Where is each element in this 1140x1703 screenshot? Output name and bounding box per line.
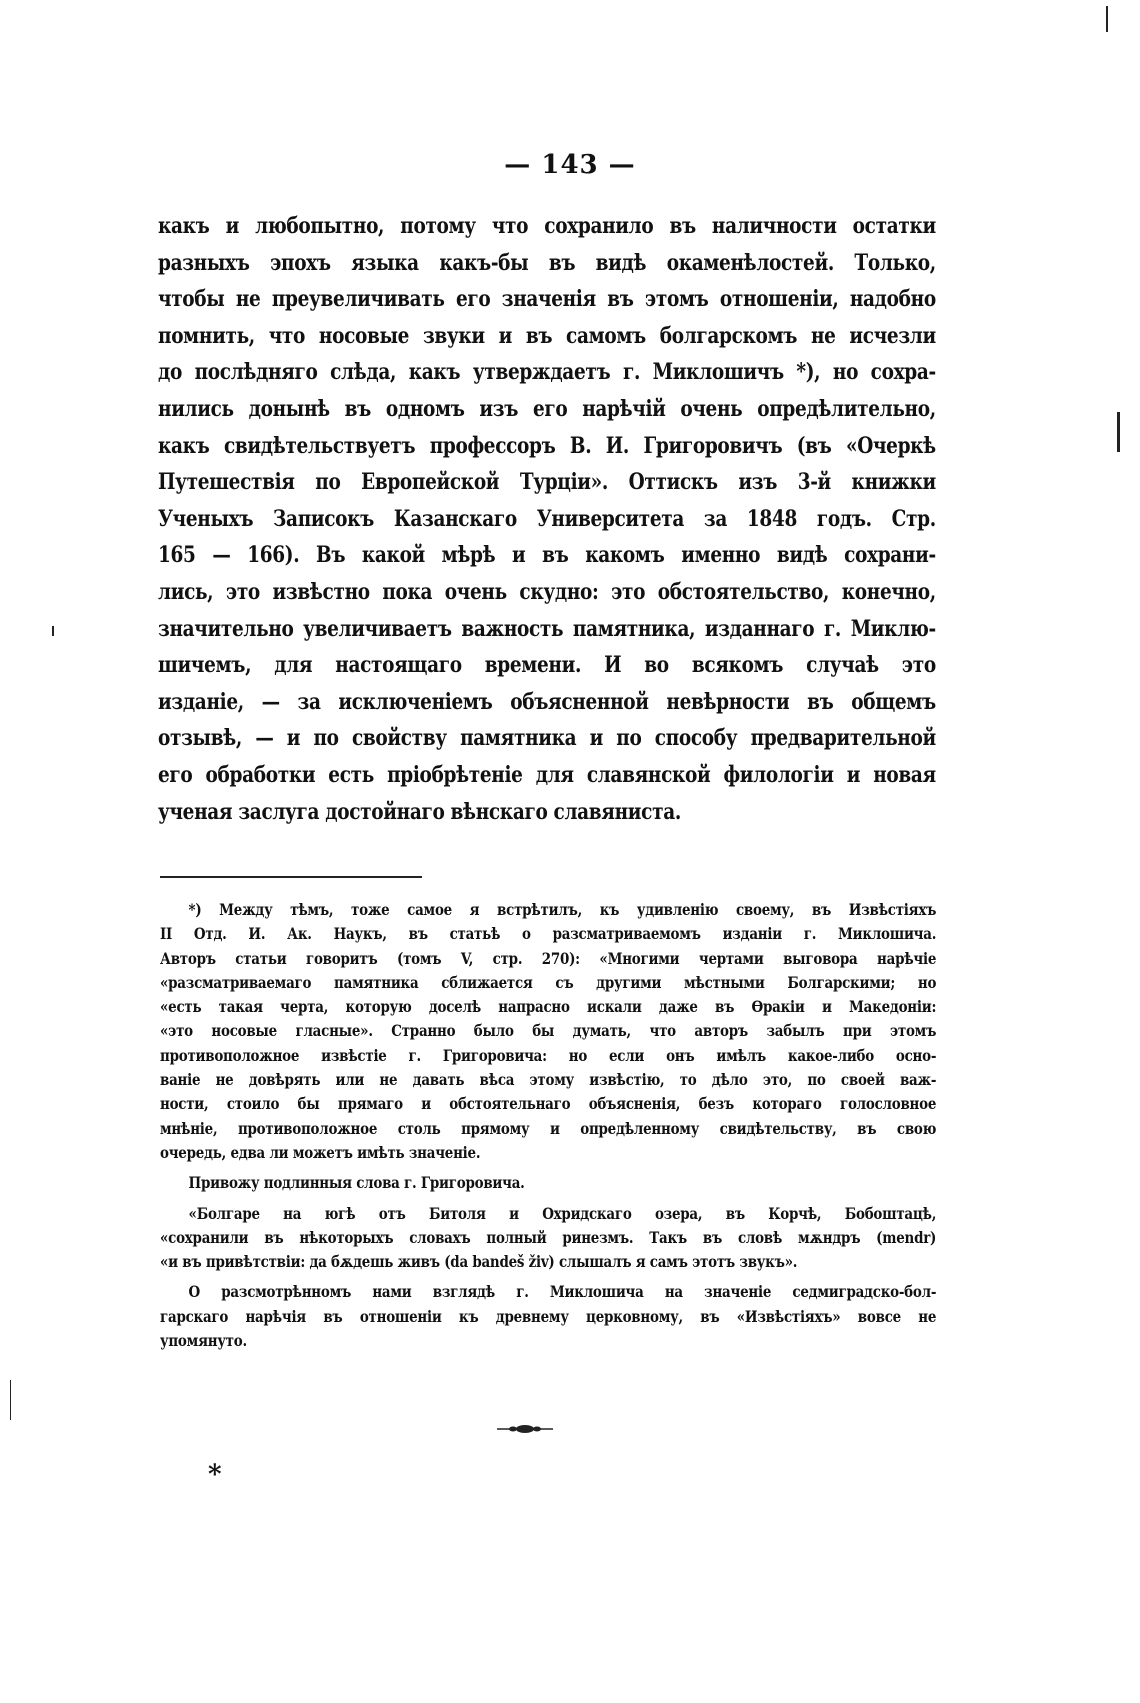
stray-asterisk: * — [208, 1460, 222, 1490]
main-paragraph — [158, 208, 936, 830]
body-line: Ученыхъ Записокъ Казанскаго Университета за 1848 годъ. Стр. — [158, 505, 936, 532]
body-line: лись, это извѣстно пока очень скудно: это обстоятельство, конечно, — [158, 578, 936, 605]
footnote-line: очередь, едва ли можетъ имѣть значеніе. — [160, 1142, 481, 1162]
scan-mark — [52, 626, 54, 636]
body-line: шичемъ, для настоящаго времени. И во всякомъ случаѣ это — [158, 652, 936, 679]
scan-mark — [1117, 412, 1120, 452]
closing-line: О разсмотрѣнномъ нами взглядѣ г. Миклошича на значеніе седмиградско-бол- — [188, 1282, 937, 1302]
footnote-line: II Отд. И. Ак. Наукъ, въ статьѣ о разсматриваемомъ изданіи г. Миклошича. — [160, 924, 937, 944]
footnote-line: «разсматриваемаго памятника сближается съ другими мѣстными Болгарскими; но — [160, 972, 937, 992]
ornament-icon — [495, 1422, 555, 1436]
footnotes — [160, 898, 936, 1353]
footnote-line: Авторъ статьи говоритъ (томъ V, стр. 270): «Многими чертами выговора нарѣчіе — [160, 948, 937, 968]
body-line: разныхъ эпохъ языка какъ-бы въ видѣ окаменѣлостей. Только, — [158, 249, 936, 276]
quote-intro: Привожу подлинныя слова г. Григоровича. — [188, 1173, 525, 1193]
footnote-line: «есть такая черта, которую доселѣ напрасно искали даже въ Ѳракіи и Македоніи: — [160, 997, 937, 1017]
quote-line: «и въ привѣтствіи: да бѫдешь живъ (da bandeš živ) слышалъ я самъ этотъ звукъ». — [160, 1252, 798, 1272]
quote-line: «Болгаре на югѣ отъ Битоля и Охридскаго озера, въ Корчѣ, Бобоштацѣ, — [188, 1203, 937, 1223]
body-line: его обработки есть пріобрѣтеніе для славянской филологіи и новая — [158, 761, 936, 788]
footnote-line: ности, стоило бы прямаго и обстоятельнаго объясненія, безъ котораго голословное — [160, 1094, 937, 1114]
body-line: нились донынѣ въ одномъ изъ его нарѣчій очень опредѣлительно, — [158, 395, 936, 422]
body-line: отзывѣ, — и по свойству памятника и по способу предварительной — [158, 725, 936, 752]
body-line: изданіе, — за исключеніемъ объясненной невѣрности въ общемъ — [158, 688, 936, 715]
quote-line: «сохранили въ нѣкоторыхъ словахъ полный ринезмъ. Такъ въ словѣ мѫндръ (mendr) — [160, 1227, 937, 1247]
body-line: до послѣдняго слѣда, какъ утверждаетъ г. Миклошичъ *), но сохра- — [158, 359, 936, 386]
footnote-line: «это носовые гласные». Странно было бы думать, что авторъ забылъ при этомъ — [160, 1021, 937, 1041]
footnote-divider — [160, 876, 422, 878]
body-line: ученая заслуга достойнаго вѣнскаго славяниста. — [158, 798, 681, 825]
body-line: чтобы не преувеличивать его значенія въ этомъ отношеніи, надобно — [158, 286, 936, 313]
body-line: помнить, что носовые звуки и въ самомъ болгарскомъ не исчезли — [158, 322, 936, 349]
scan-mark — [1106, 6, 1108, 32]
body-line: значительно увеличиваетъ важность памятника, изданнаго г. Миклю- — [158, 615, 936, 642]
body-line: Путешествія по Европейской Турціи». Оттискъ изъ 3-й книжки — [158, 469, 936, 496]
body-line: 165 — 166). Въ какой мѣрѣ и въ какомъ именно видѣ сохрани- — [158, 542, 936, 569]
closing-line: упомянуто. — [160, 1331, 247, 1351]
page-number: — 143 — — [504, 150, 636, 180]
footnote-line: *) Между тѣмъ, тоже самое я встрѣтилъ, къ удивленію своему, въ Извѣстіяхъ — [188, 900, 937, 919]
scan-mark — [10, 1380, 11, 1420]
footnote-line: мнѣніе, противоположное столь прямому и опредѣленному свидѣтельству, въ свою — [160, 1118, 937, 1138]
body-line: какъ свидѣтельствуетъ профессоръ В. И. Григоровичъ (въ «Очеркѣ — [158, 432, 936, 459]
footnote-line: противоположное извѣстіе г. Григоровича: но если онъ имѣлъ какое-либо осно- — [160, 1045, 937, 1065]
closing-line: гарскаго нарѣчія въ отношеніи къ древнему церковному, въ «Извѣстіяхъ» вовсе не — [160, 1306, 937, 1326]
body-line: какъ и любопытно, потому что сохранило въ наличности остатки — [158, 213, 936, 239]
footnote-line: ваніе не довѣрять или не давать вѣса этому извѣстію, то дѣло это, по своей важ- — [160, 1070, 937, 1090]
